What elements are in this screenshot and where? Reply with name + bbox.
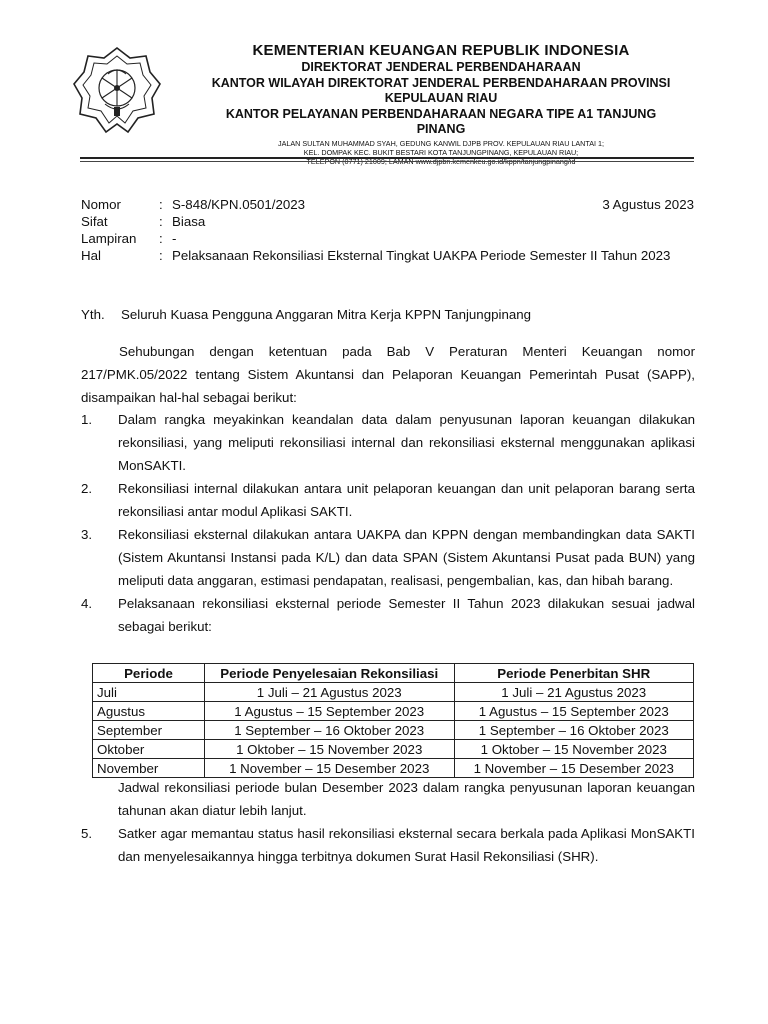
table-cell: 1 November – 15 Desember 2023 [204,759,454,778]
service-office-name: KANTOR PELAYANAN PERBENDAHARAAN NEGARA TIPE A1 TANJUNG [225,106,657,121]
meta-value-subject: Pelaksanaan Rekonsiliasi Eksternal Tingkat UAKPA Periode Semester II Tahun 2023 [172,248,671,263]
directorate-name: DIREKTORAT JENDERAL PERBENDAHARAAN [301,60,581,74]
table-cell: Agustus [93,702,205,721]
table-cell: November [93,759,205,778]
table-cell: September [93,721,205,740]
list-item-number: 4. [81,596,93,611]
meta-separator: : [159,214,163,229]
letterhead-divider [80,157,694,159]
meta-row-lampiran [81,230,695,247]
table-row [93,702,694,721]
list-item-number: 2. [81,481,93,496]
table-header-row [93,664,694,683]
list-item-number: 3. [81,527,93,542]
list-item [81,523,695,592]
ministry-emblem-icon [72,44,162,136]
meta-separator: : [159,231,163,246]
list-item [81,408,695,477]
office-address-2: KEL. DOMPAK KEC. BUKIT BESTARI KOTA TANJUNGPINANG, KEPULAUAN RIAU; [303,147,579,157]
regional-office-name: KANTOR WILAYAH DIREKTORAT JENDERAL PERBENDAHARAAN PROVINSI [211,75,671,90]
meta-separator: : [159,248,163,263]
office-address-1: JALAN SULTAN MUHAMMAD SYAH, GEDUNG KANWIL DJPB PROV. KEPULAUAN RIAU LANTAI 1; [277,138,605,148]
letterhead-divider-thin [80,161,694,162]
meta-row-hal [81,247,695,264]
recipient [81,306,531,323]
service-office-name-2: PINANG [416,122,466,136]
table-cell: 1 Agustus – 15 September 2023 [454,702,693,721]
list-item-text: Satker agar memantau status hasil rekonsiliasi eksternal secara berkala pada Aplikasi MonSAKTI dan menyelesaikannya hingga terbitnya dokumen Surat Hasil Rekonsiliasi (SHR). [118,826,695,864]
meta-label: Hal [81,248,101,263]
list-item [81,592,695,638]
table-header: Periode Penerbitan SHR [454,664,693,683]
table-cell: 1 Juli – 21 Agustus 2023 [204,683,454,702]
intro-paragraph: Sehubungan dengan ketentuan pada Bab V Peraturan Menteri Keuangan nomor 217/PMK.05/2022 tentang Sistem Akuntansi dan Pelaporan Keuangan Pemerintah Pusat (SAPP), disampaikan hal-hal sebagai berikut: [81,344,695,405]
table-cell: 1 Oktober – 15 November 2023 [204,740,454,759]
meta-value: - [172,231,177,246]
list-item-text: Rekonsiliasi eksternal dilakukan antara UAKPA dan KPPN dengan membandingkan data SAKTI (Sistem Akuntansi Instansi pada K/L) dan data SPAN (Sistem Akuntansi Pusat pada BUN) yang meliputi data anggaran, estimasi pendapatan, realisasi, pengembalian, kas, dan hibah barang. [118,527,695,588]
table-cell: 1 Juli – 21 Agustus 2023 [454,683,693,702]
list-item [81,822,695,868]
list-item-text: Dalam rangka meyakinkan keandalan data dalam penyusunan laporan keuangan dilakukan rekonsiliasi, yang meliputi rekonsiliasi internal dan rekonsiliasi eksternal menggunakan aplikasi MonSAKTI. [118,412,695,473]
meta-label: Lampiran [81,231,137,246]
table-row [93,721,694,740]
numbered-list-continued [81,822,695,868]
table-cell: 1 September – 16 Oktober 2023 [204,721,454,740]
meta-value: Biasa [172,214,206,229]
ministry-name: KEMENTERIAN KEUANGAN REPUBLIK INDONESIA [252,42,630,59]
letter-date: 3 Agustus 2023 [602,197,694,212]
table-cell: Juli [93,683,205,702]
meta-row-sifat [81,213,695,230]
table-header: Periode [93,664,205,683]
list-item-number: 5. [81,826,93,841]
list-item [81,477,695,523]
regional-office-name-2: KEPULAUAN RIAU [384,91,498,105]
meta-value: S-848/KPN.0501/2023 [172,197,306,212]
schedule-note: Jadwal rekonsiliasi periode bulan Desember 2023 dalam rangka penyusunan laporan keuangan tahunan akan diatur lebih lanjut. [118,780,695,818]
table-cell: 1 Oktober – 15 November 2023 [454,740,693,759]
meta-label: Nomor [81,197,121,212]
table-row [93,740,694,759]
recipient-value: Seluruh Kuasa Pengguna Anggaran Mitra Kerja KPPN Tanjungpinang [121,307,532,322]
numbered-list [81,408,695,638]
list-item-text: Rekonsiliasi internal dilakukan antara unit pelaporan keuangan dan unit pelaporan barang serta rekonsiliasi antar modul Aplikasi SAKTI. [118,481,695,519]
recipient-label: Yth. [81,307,105,322]
list-item-number: 1. [81,412,93,427]
table-row [93,683,694,702]
table-row [93,759,694,778]
table-cell: 1 November – 15 Desember 2023 [454,759,693,778]
table-cell: 1 September – 16 Oktober 2023 [454,721,693,740]
letterhead [166,42,716,166]
table-cell: Oktober [93,740,205,759]
table-header: Periode Penyelesaian Rekonsiliasi [204,664,454,683]
meta-label: Sifat [81,214,108,229]
schedule-table [92,663,694,778]
list-item-text: Pelaksanaan rekonsiliasi eksternal periode Semester II Tahun 2023 dilakukan sesuai jadwal sebagai berikut: [118,596,695,634]
meta-separator: : [159,197,163,212]
table-cell: 1 Agustus – 15 September 2023 [204,702,454,721]
